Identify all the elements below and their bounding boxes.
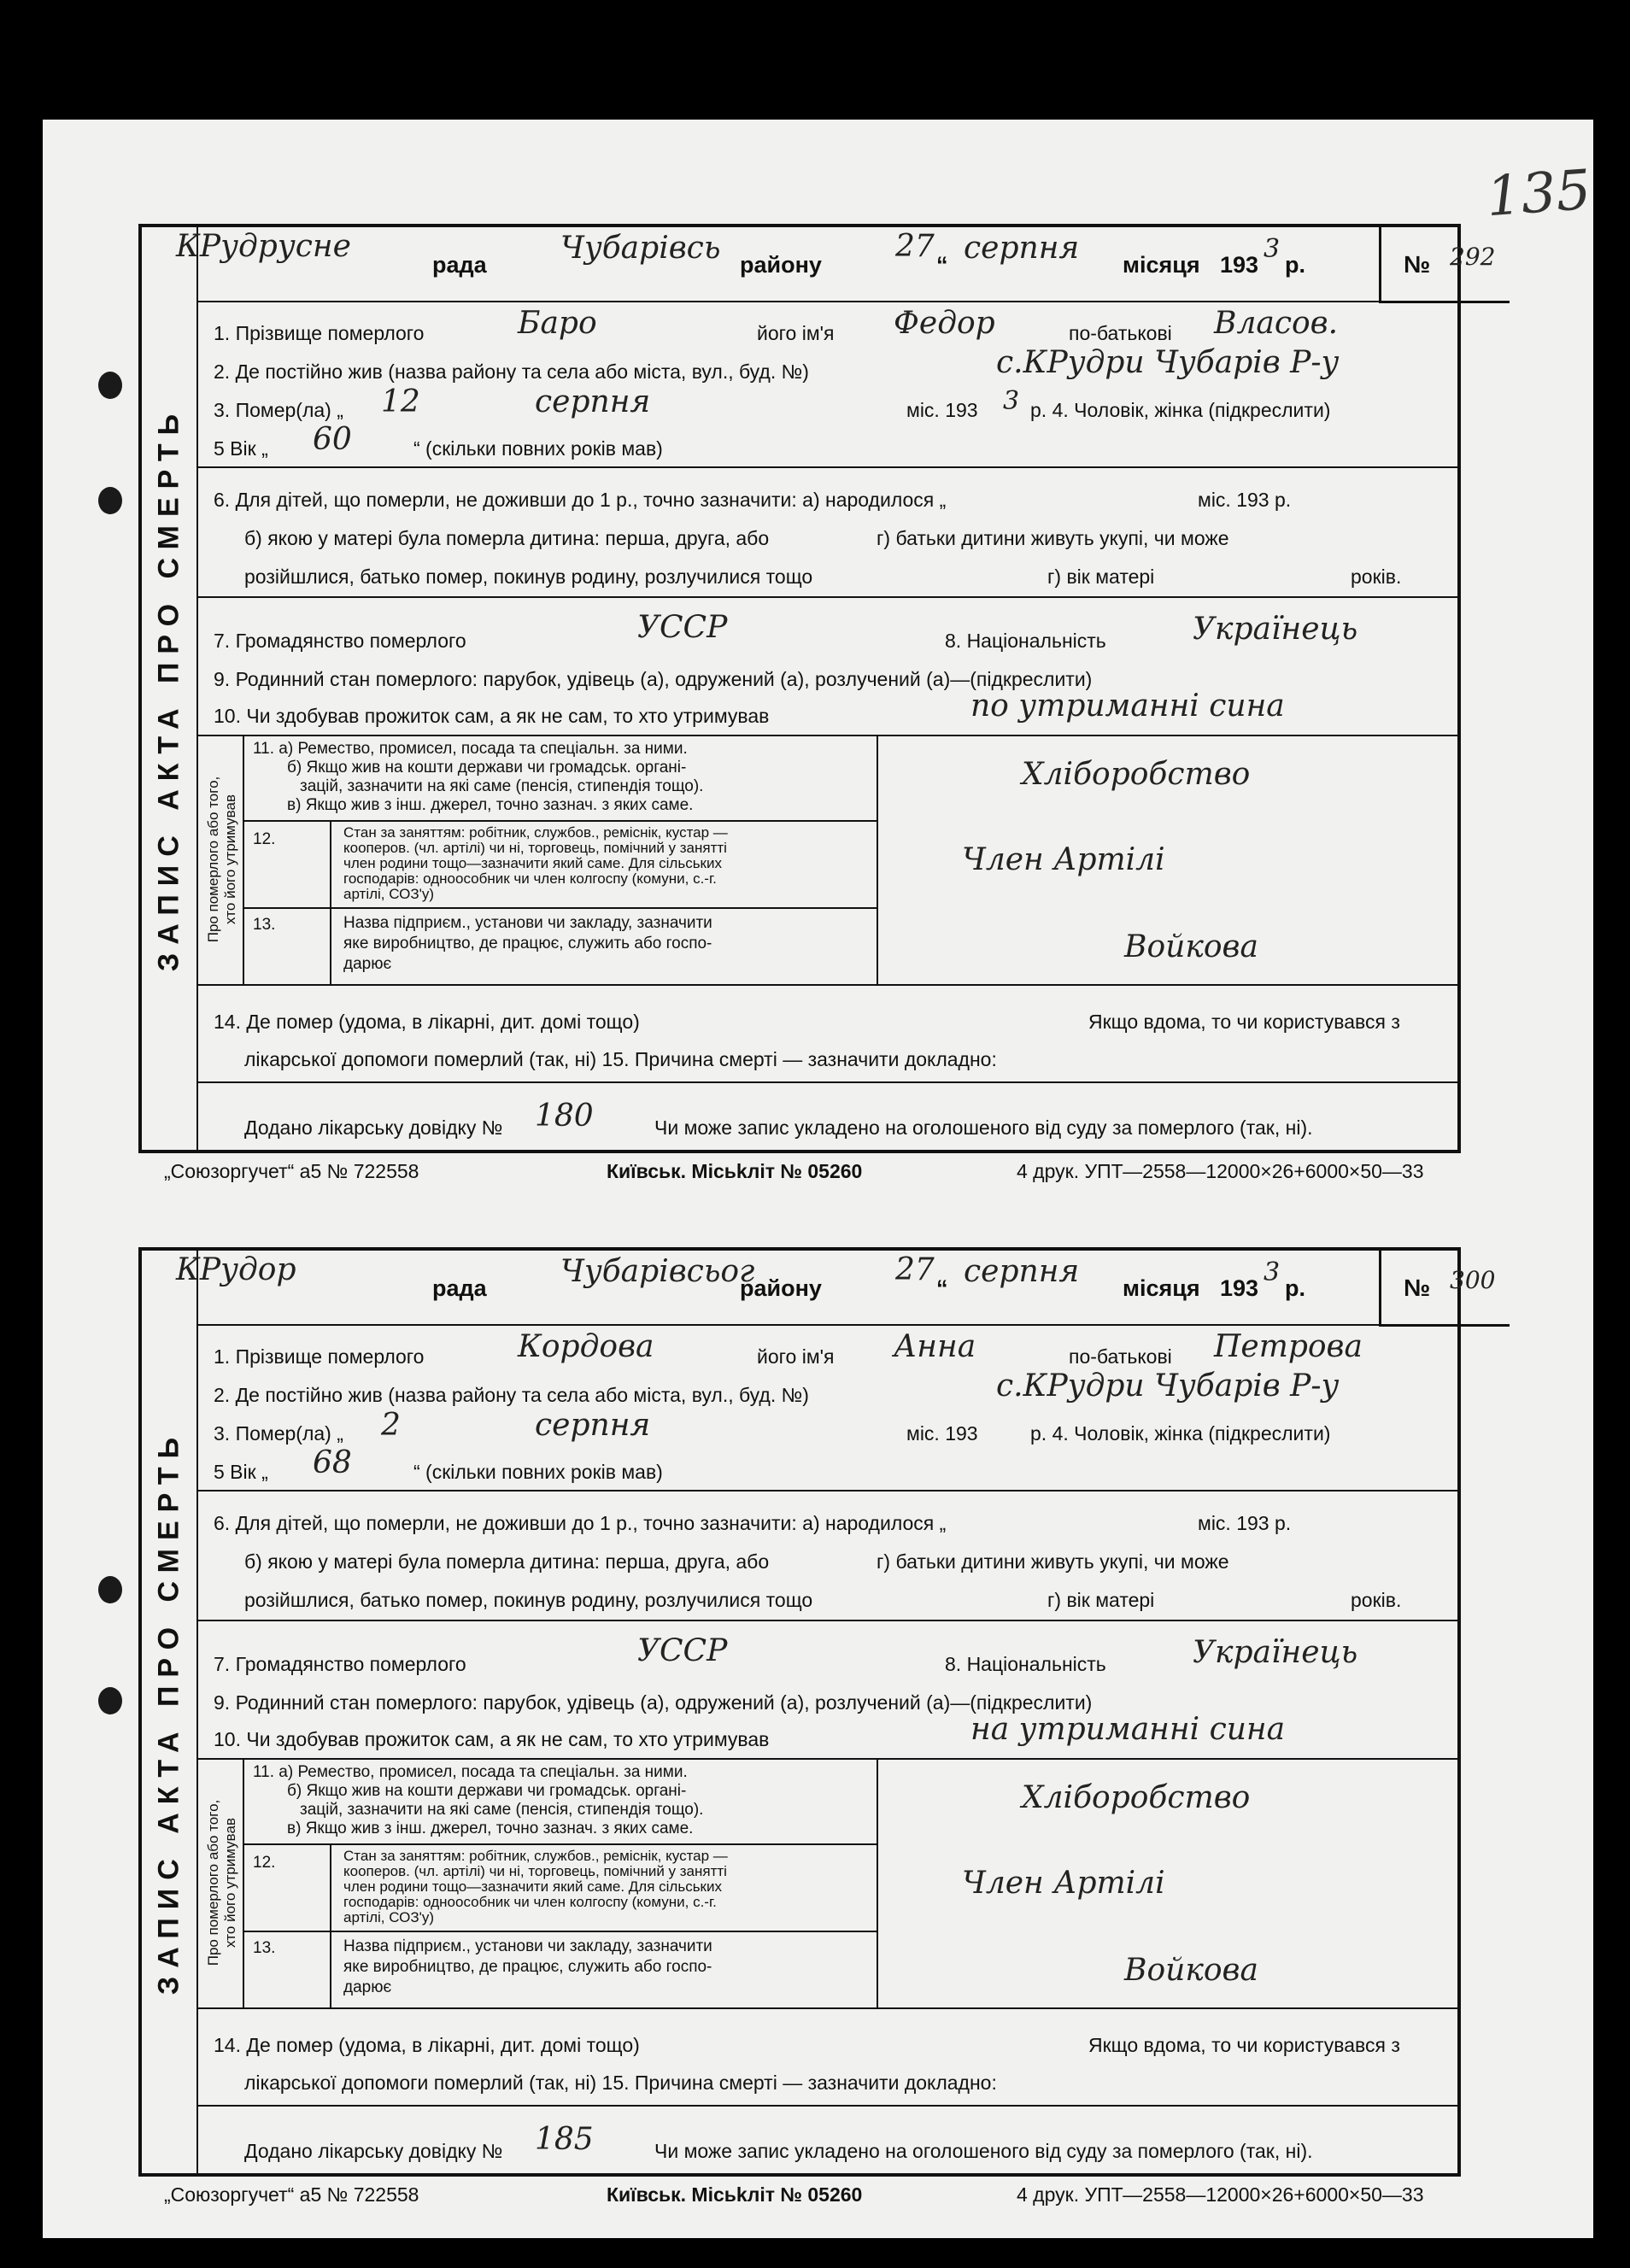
rada-label: рада: [432, 252, 487, 278]
rule-12: [243, 907, 877, 909]
quote-mark: “: [936, 1275, 948, 1301]
death-month-label: міс. 193: [906, 399, 978, 421]
age-desc: “ (скільки повних років мав): [413, 1461, 663, 1483]
l13-3: дарює: [343, 1978, 392, 1996]
cause-label: лікарської допомоги померлий (так, ні) 15. Причина смерті — зазначити докладно:: [244, 1048, 997, 1070]
l12-3: член родини тощо—зазначити який саме. Для сільських: [343, 855, 722, 871]
village-council: КРудрусне: [176, 229, 351, 264]
l13-num: 13.: [253, 916, 276, 934]
children-label-4: г) батьки дитини живуть укупі, чи може: [877, 1550, 1229, 1573]
raion-label: району: [740, 252, 822, 278]
citizenship-value: УССР: [637, 610, 728, 645]
record-day: 27: [895, 1252, 935, 1287]
l11c: в) Якщо жив з інш. джерел, точно зазнач. з яких саме.: [287, 1820, 694, 1837]
side-banner: [142, 227, 198, 1150]
citizenship-label: 7. Громадянство померлого: [214, 1653, 466, 1675]
block-side-caption-1: Про померлого або того,: [205, 776, 221, 943]
l13-1: Назва підприєм., установи чи закладу, зазначити: [343, 1937, 712, 1955]
rule-5: [196, 1081, 1457, 1083]
r-label: р.: [1285, 252, 1305, 278]
district-name: Чубарівсьог: [560, 1254, 755, 1289]
rule-3: [196, 735, 1457, 736]
rule-2: [196, 596, 1457, 598]
age-label: 5 Вік „: [214, 437, 268, 460]
home-label: Якщо вдома, то чи користувався з: [1088, 2034, 1400, 2056]
firstname-value: Федор: [894, 306, 995, 341]
footer-left: „Союзоргучет“ а5 № 722558: [164, 2183, 419, 2206]
children-label-2: міс. 193 р.: [1198, 1512, 1292, 1534]
residence-label: 2. Де постійно жив (назва району та села або міста, вул., буд. №): [214, 360, 809, 383]
death-month: серпня: [535, 384, 651, 419]
l12-3: член родини тощо—зазначити який саме. Для сільських: [343, 1878, 722, 1895]
inner-divider: [330, 1843, 331, 2007]
no-label: №: [1404, 1275, 1431, 1301]
form-frame: [138, 224, 1496, 1153]
raion-label: району: [740, 1275, 822, 1301]
certificate-number: 185: [535, 2122, 594, 2157]
children-label-2: міс. 193 р.: [1198, 489, 1292, 511]
record-number-box: [1379, 1251, 1510, 1327]
certificate-label: Додано лікарську довідку №: [244, 1116, 503, 1139]
inner-divider: [330, 820, 331, 984]
block-side-caption-1: Про померлого або того,: [205, 1799, 221, 1966]
record-day: 27: [895, 229, 935, 264]
rule-11: [243, 1843, 877, 1845]
l12-4: господарів: одноособник чи член колгоспу (комуни, с.-г.: [343, 870, 717, 887]
age-value: 60: [313, 422, 352, 457]
l11a: 11. а) Ремество, промисел, посада та спеціальн. за ними.: [253, 740, 688, 758]
misiatsia-label: місяця: [1123, 1275, 1200, 1301]
death-year-digit: 3: [1003, 386, 1020, 416]
surname-value: Баро: [518, 306, 597, 341]
marital-label: 9. Родинний стан померлого: парубок, удівець (а), одружений (а), розлучений (а)—(підкреслити): [214, 1691, 1093, 1714]
sex-label: р. 4. Чоловік, жінка (підкреслити): [1030, 1422, 1331, 1445]
nationality-value: Українець: [1193, 1635, 1358, 1670]
supported-value: по утриманні сина: [970, 689, 1285, 724]
marital-label: 9. Родинний стан померлого: парубок, удівець (а), одружений (а), розлучений (а)—(підкреслити): [214, 668, 1093, 690]
nationality-label: 8. Національність: [945, 1653, 1106, 1675]
l12-2: кооперов. (чл. артілі) чи ні, торговець, помічний у занятті: [343, 1863, 727, 1879]
children-label-1: 6. Для дітей, що померли, не доживши до 1 р., точно зазначити: а) народилося „: [214, 1512, 947, 1534]
residence-value: с.КРудри Чубарів Р-у: [996, 1368, 1340, 1404]
rule-2: [196, 1620, 1457, 1621]
side-title: ЗАПИС АКТА ПРО СМЕРТЬ: [152, 1428, 185, 1995]
rule-11: [243, 820, 877, 822]
rule-4: [196, 2007, 1457, 2009]
sex-label: р. 4. Чоловік, жінка (підкреслити): [1030, 399, 1331, 421]
death-day: 12: [381, 384, 420, 419]
punch-hole: [98, 372, 122, 399]
occupation-value: Хліборобство: [1022, 757, 1251, 792]
r-label: р.: [1285, 1275, 1305, 1301]
patronymic-label: по-батькові: [1069, 1345, 1172, 1368]
supported-value: на утриманні сина: [970, 1712, 1286, 1747]
status-value: Член Артілі: [962, 1866, 1165, 1901]
l13-3: дарює: [343, 955, 392, 973]
death-month: серпня: [535, 1408, 651, 1443]
patronymic-value: Власов.: [1214, 306, 1339, 341]
rule-3: [196, 1758, 1457, 1760]
l11b: б) Якщо жив на кошти держави чи громадськ. органі-: [287, 759, 687, 777]
rule-1: [196, 466, 1457, 468]
block-side-caption-2: хто його утримував: [222, 794, 238, 924]
children-label-7: років.: [1351, 1589, 1402, 1611]
header-rule: [196, 301, 1379, 302]
block-side-caption-2: хто його утримував: [222, 1818, 238, 1948]
children-label-6: г) вік матері: [1047, 566, 1155, 588]
home-label: Якщо вдома, то чи користувався з: [1088, 1011, 1400, 1033]
village-council: КРудор: [176, 1252, 296, 1287]
children-label-6: г) вік матері: [1047, 1589, 1155, 1611]
place-label: 14. Де помер (удома, в лікарні, дит. домі тощо): [214, 2034, 640, 2056]
l11b2: зацій, зазначити на які саме (пенсія, стипендія тощо).: [300, 777, 704, 795]
children-label-7: років.: [1351, 566, 1402, 588]
l12-5: артілі, СОЗ'у): [343, 1909, 435, 1925]
record-year-digit: 3: [1264, 234, 1281, 264]
record-year-digit: 3: [1264, 1257, 1281, 1287]
record-number: 300: [1450, 1266, 1496, 1294]
children-label-5: розійшлися, батько помер, покинув родину, розлучилися тощо: [244, 566, 813, 588]
block-divider-left: [243, 735, 244, 984]
surname-label: 1. Прізвище померлого: [214, 1345, 425, 1368]
l13-num: 13.: [253, 1939, 276, 1957]
record-month: серпня: [964, 231, 1080, 266]
workplace-value: Войкова: [1124, 1953, 1258, 1988]
footer-left: „Союзоргучет“ а5 № 722558: [164, 1160, 419, 1182]
status-value: Член Артілі: [962, 842, 1165, 877]
rule-12: [243, 1931, 877, 1932]
block-divider-left: [243, 1758, 244, 2007]
rule-4: [196, 984, 1457, 986]
year-prefix: 193: [1220, 1275, 1259, 1301]
form-frame: [138, 1247, 1496, 2177]
residence-label: 2. Де постійно жив (назва району та села або міста, вул., буд. №): [214, 1384, 809, 1406]
footer-middle: Київськ. Місьkліт № 05260: [607, 1160, 863, 1182]
children-label-3: б) якою у матері була померла дитина: перша, друга, або: [244, 1550, 770, 1573]
block-divider-right: [877, 735, 878, 984]
l11c: в) Якщо жив з інш. джерел, точно зазнач. з яких саме.: [287, 796, 694, 814]
citizenship-value: УССР: [637, 1633, 728, 1668]
l12-2: кооперов. (чл. артілі) чи ні, торговець, помічний у занятті: [343, 840, 727, 856]
l12-num: 12.: [253, 1854, 276, 1872]
cause-label: лікарської допомоги померлий (так, ні) 15. Причина смерті — зазначити докладно:: [244, 2072, 997, 2094]
certificate-number: 180: [535, 1099, 594, 1134]
workplace-value: Войкова: [1124, 929, 1258, 964]
certificate-label: Додано лікарську довідку №: [244, 2140, 503, 2162]
l13-2: яке виробництво, де працює, служить або госпо-: [343, 935, 712, 952]
punch-hole: [98, 1576, 122, 1603]
l12-1: Стан за заняттям: робітник, службов., реміснік, кустар —: [343, 1848, 728, 1864]
death-date-label: 3. Помер(ла) „: [214, 399, 343, 421]
page-number: 135: [1484, 158, 1593, 230]
side-title: ЗАПИС АКТА ПРО СМЕРТЬ: [152, 405, 185, 972]
patronymic-label: по-батькові: [1069, 322, 1172, 344]
l12-num: 12.: [253, 830, 276, 848]
children-label-1: 6. Для дітей, що померли, не доживши до 1 р., точно зазначити: а) народилося „: [214, 489, 947, 511]
year-prefix: 193: [1220, 252, 1259, 278]
district-name: Чубарівсь: [560, 231, 721, 266]
l12-1: Стан за заняттям: робітник, службов., реміснік, кустар —: [343, 824, 728, 841]
footer-right: 4 друк. УПТ—2558—12000×26+6000×50—33: [1017, 2183, 1424, 2206]
surname-value: Кордова: [518, 1329, 654, 1364]
nationality-value: Українець: [1193, 612, 1358, 647]
l12-4: господарів: одноособник чи член колгоспу (комуни, с.-г.: [343, 1894, 717, 1910]
header-rule: [196, 1324, 1379, 1326]
firstname-label: його ім'я: [757, 322, 835, 344]
supported-label: 10. Чи здобував прожиток сам, а як не сам, то хто утримував: [214, 1728, 770, 1750]
nationality-label: 8. Національність: [945, 630, 1106, 652]
death-day: 2: [381, 1408, 401, 1443]
patronymic-value: Петрова: [1214, 1329, 1363, 1364]
block-divider-right: [877, 1758, 878, 2007]
footer-right: 4 друк. УПТ—2558—12000×26+6000×50—33: [1017, 1160, 1424, 1182]
l12-5: артілі, СОЗ'у): [343, 886, 435, 902]
no-label: №: [1404, 251, 1431, 278]
death-date-label: 3. Помер(ла) „: [214, 1422, 343, 1445]
surname-label: 1. Прізвище померлого: [214, 322, 425, 344]
record-month: серпня: [964, 1254, 1080, 1289]
death-month-label: міс. 193: [906, 1422, 978, 1445]
firstname-label: його ім'я: [757, 1345, 835, 1368]
side-banner: [142, 1251, 198, 2173]
age-label: 5 Вік „: [214, 1461, 268, 1483]
occupation-value: Хліборобство: [1022, 1780, 1251, 1815]
l11b2: зацій, зазначити на які саме (пенсія, стипендія тощо).: [300, 1801, 704, 1819]
punch-hole: [98, 487, 122, 514]
children-label-4: г) батьки дитини живуть укупі, чи може: [877, 527, 1229, 549]
age-desc: “ (скільки повних років мав): [413, 437, 663, 460]
firstname-value: Анна: [894, 1329, 976, 1364]
court-label: Чи може запис укладено на оголошеного від суду за померлого (так, ні).: [654, 1116, 1313, 1139]
rule-1: [196, 1490, 1457, 1491]
court-label: Чи може запис укладено на оголошеного від суду за померлого (так, ні).: [654, 2140, 1313, 2162]
citizenship-label: 7. Громадянство померлого: [214, 630, 466, 652]
rule-5: [196, 2105, 1457, 2107]
block-side-caption: [205, 1763, 239, 2002]
quote-mark: “: [936, 252, 948, 278]
l13-2: яке виробництво, де працює, служить або госпо-: [343, 1958, 712, 1976]
misiatsia-label: місяця: [1123, 252, 1200, 278]
place-label: 14. Де помер (удома, в лікарні, дит. домі тощо): [214, 1011, 640, 1033]
l11b: б) Якщо жив на кошти держави чи громадськ. органі-: [287, 1782, 687, 1800]
block-side-caption: [205, 740, 239, 979]
age-value: 68: [313, 1445, 352, 1480]
l13-1: Назва підприєм., установи чи закладу, зазначити: [343, 914, 712, 932]
record-number-box: [1379, 227, 1510, 303]
children-label-5: розійшлися, батько помер, покинув родину, розлучилися тощо: [244, 1589, 813, 1611]
rada-label: рада: [432, 1275, 487, 1301]
record-number: 292: [1450, 243, 1496, 271]
children-label-3: б) якою у матері була померла дитина: перша, друга, або: [244, 527, 770, 549]
supported-label: 10. Чи здобував прожиток сам, а як не сам, то хто утримував: [214, 705, 770, 727]
residence-value: с.КРудри Чубарів Р-у: [996, 345, 1340, 380]
l11a: 11. а) Ремество, промисел, посада та спеціальн. за ними.: [253, 1763, 688, 1781]
punch-hole: [98, 1687, 122, 1714]
footer-middle: Київськ. Місьkліт № 05260: [607, 2183, 863, 2206]
